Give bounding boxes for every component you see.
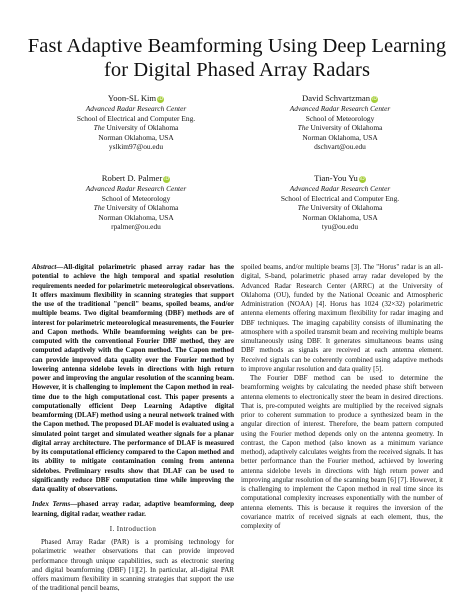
orcid-icon[interactable]: iD [158, 97, 164, 102]
abstract [32, 263, 234, 494]
author-affiliation: Advanced Radar Research Center [289, 104, 391, 113]
author-department: School of Electrical and Computer Eng. [76, 113, 196, 123]
author-department: School of Meteorology [305, 113, 375, 123]
paper-title [20, 34, 454, 82]
orcid-icon[interactable]: iD [164, 177, 170, 182]
author-name: Tian-You Yu [314, 173, 358, 183]
index-terms [32, 500, 234, 519]
author-location: Norman Oklahoma, USA [302, 132, 378, 142]
author-department: School of Meteorology [101, 193, 171, 203]
author-name: David Schvartzman [301, 93, 370, 103]
author-affiliation: Advanced Radar Research Center [289, 184, 391, 193]
orcid-icon[interactable]: iD [359, 177, 365, 182]
author-location: Norman Oklahoma, USA [98, 212, 174, 222]
intro-paragraph: Phased Array Radar (PAR) is a promising technology for polarimetric weather observations that can provide improved performance through unique capabilities, such as electronic steering and digital beamforming (DBF) [1][2]. In particular, all-digital PAR offers maximum flexibility in scanning strategies that support the use of the traditional pencil beams, [32, 538, 234, 593]
left-column [32, 263, 234, 594]
author-block-3 [36, 173, 236, 232]
author-block-1 [36, 93, 236, 152]
author-block-4 [240, 173, 440, 232]
author-affiliation: Advanced Radar Research Center [85, 104, 187, 113]
author-university: The University of Oklahoma [297, 203, 383, 213]
title-line-2: for Digital Phased Array Radars [103, 59, 371, 81]
title-line-1: Fast Adaptive Beamforming Using Deep Learning [27, 35, 447, 57]
orcid-icon[interactable]: iD [372, 97, 377, 102]
right-column [241, 263, 443, 531]
author-email[interactable]: rpalmer@ou.edu [111, 222, 161, 232]
author-name: Robert D. Palmer [101, 173, 163, 183]
author-name: Yoon-SL Kim [107, 93, 157, 103]
author-university: The University of Oklahoma [297, 123, 383, 133]
author-email[interactable]: tyu@ou.edu [321, 222, 359, 232]
author-location: Norman Oklahoma, USA [98, 132, 174, 142]
author-email[interactable]: dschvart@ou.edu [314, 142, 366, 152]
body-paragraph-1: spoiled beams, and/or multiple beams [3]. The "Horus" radar is an all-digital, S-band, polarimetric phased array radar developed by the Advanced Radar Research Center (ARRC) at the University of Oklahoma (OU), funded by the National Oceanic and Atmospheric Administration (NOAA) [4]. Horus has 1024 (32×32) polarimetric antenna elements offering maximum flexibility for radar imaging and DBF techniques. The imaging capability consists of illuminating the atmosphere with a spoiled transmit beam and receiving multiple beams simultaneously using DBF. It generates simultaneous beams using DBF methods as signals are received at each antenna element. Received signals can be coherently combined using adaptive methods to improve angular resolution and data quality [5]. [241, 263, 443, 373]
author-department: School of Electrical and Computer Eng. [280, 193, 400, 203]
index-terms-lead: Index Terms [32, 500, 71, 509]
body-paragraph-2: The Fourier DBF method can be used to determine the beamforming weights by calculating the needed phase shift between antenna elements to electronically steer the beam in desired directions. That is, pre-computed weights are multiplied by the received signals prior to coherent summation to produce a synthesized beam in the angular direction of interest. Therefore, the beam pattern computed using the Fourier method depends only on the antenna geometry. In contrast, the Capon method (also known as a minimum variance method), adaptively calculates weights from the received signals. It has better performance than the Fourier method, achieved by lowering antenna sidelobe levels in directions with high return power and improving angular resolution of the scanning beam [6] [7]. However, it is challenging to implement the Capon method in real time since its computational complexity increases exponentially with the number of antenna elements. This is because it requires the inversion of the covariance matrix of received signals at each element, thus, the complexity of [241, 374, 443, 530]
author-location: Norman Oklahoma, USA [302, 212, 378, 222]
author-university: The University of Oklahoma [93, 203, 179, 213]
author-block-2 [240, 93, 440, 152]
section-heading: I. Introduction [109, 524, 157, 533]
author-email[interactable]: yslkim97@ou.edu [108, 142, 164, 152]
index-terms-text: —phased array radar, adaptive beamforming, deep learning, digital radar, weather radar. [32, 500, 234, 518]
author-affiliation: Advanced Radar Research Center [85, 184, 187, 193]
author-university: The University of Oklahoma [93, 123, 179, 133]
abstract-text: —All-digital polarimetric phased array radar has the potential to achieve the high temporal and spatial resolution requirements needed for polarimetric meteorological observations. It offers maximum flexibility in scanning strategies that support the use of the traditional "pencil" beams, spoiled beams, and/or multiple beams. Two digital beamforming (DBF) methods are of interest for polarimetric meteorological measurements, the Fourier and Capon methods. While beamforming weights can be pre-computed with the conventional Fourier DBF method, they are computed adaptively with the Capon method. The Capon method can provide improved data quality over the Fourier method by lowering antenna sidelobe levels in directions with high return power and improving the angular resolution of the scanning beam. However, it is challenging to implement the Capon method in real-time due to the high computational cost. This paper presents a computationally efficient Deep Learning Adaptive digital beamforming (DLAF) method using a neural network trained with the Capon method. The proposed DLAF model is evaluated using a simulated point target and simulated weather signals for a planar digital array architecture. The performance of DLAF is measured by its computational efficiency compared to the Capon method and its ability to mitigate contamination coming from antenna sidelobes. Preliminary results show that DLAF can be used to significantly reduce DBF computation time while improving the data quality of observations. [32, 263, 234, 493]
abstract-lead: Abstract [32, 263, 57, 271]
